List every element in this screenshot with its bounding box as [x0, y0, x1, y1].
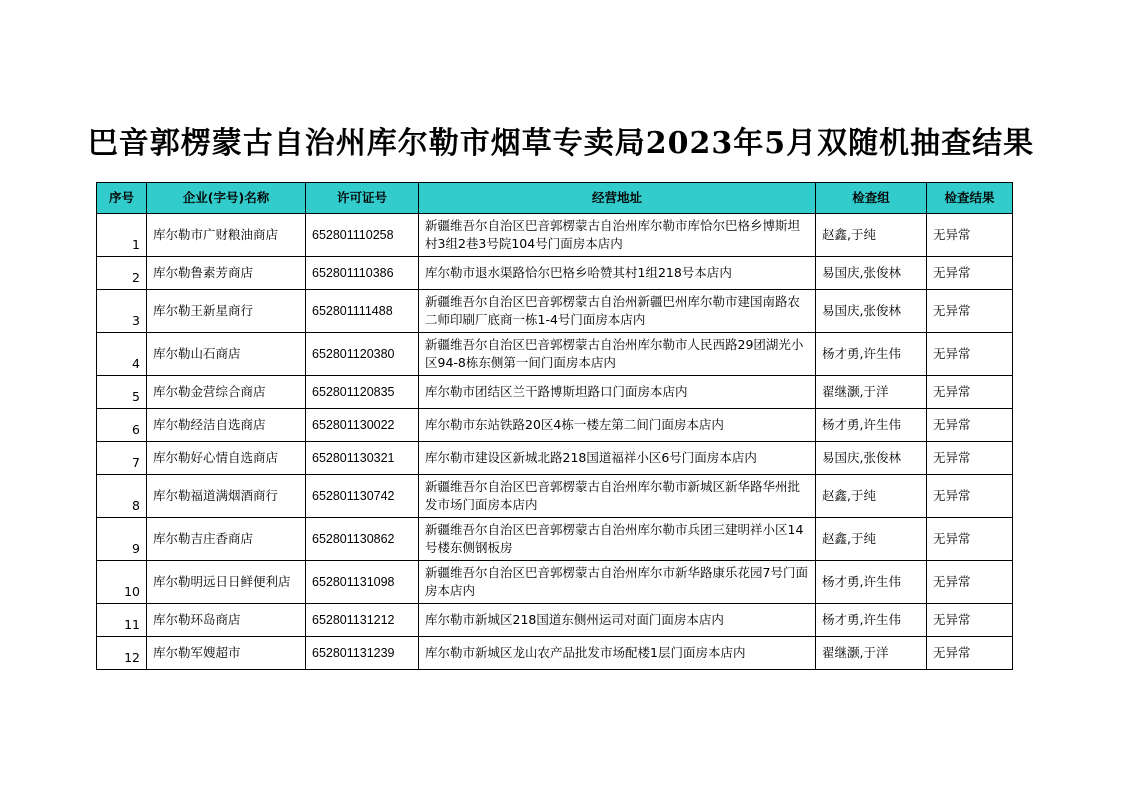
row-number: 11	[97, 604, 147, 637]
row-number: 2	[97, 257, 147, 290]
business-address: 库尔勒市建设区新城北路218国道福祥小区6号门面房本店内	[419, 442, 816, 475]
inspection-result: 无异常	[927, 604, 1013, 637]
row-number: 4	[97, 333, 147, 376]
inspection-result: 无异常	[927, 214, 1013, 257]
inspection-group: 杨才勇,许生伟	[816, 561, 927, 604]
table-row	[97, 518, 1013, 561]
row-number: 3	[97, 290, 147, 333]
business-address: 新疆维吾尔自治区巴音郭楞蒙古自治州库尔勒市库恰尔巴格乡博斯坦村3组2巷3号院104号门面房本店内	[419, 214, 816, 257]
inspection-group: 赵鑫,于纯	[816, 475, 927, 518]
inspection-result: 无异常	[927, 442, 1013, 475]
license-number: 652801130742	[306, 475, 419, 518]
license-number: 652801130321	[306, 442, 419, 475]
license-number: 652801131098	[306, 561, 419, 604]
enterprise-name: 库尔勒金营综合商店	[147, 376, 306, 409]
license-number: 652801130862	[306, 518, 419, 561]
business-address: 库尔勒市退水渠路恰尔巴格乡哈赞其村1组218号本店内	[419, 257, 816, 290]
inspection-result: 无异常	[927, 409, 1013, 442]
business-address: 新疆维吾尔自治区巴音郭楞蒙古自治州库尔勒市新城区新华路华州批发市场门面房本店内	[419, 475, 816, 518]
business-address: 新疆维吾尔自治区巴音郭楞蒙古自治州库尔勒市兵团三建明祥小区14号楼东侧钢板房	[419, 518, 816, 561]
table-row	[97, 561, 1013, 604]
inspection-result: 无异常	[927, 333, 1013, 376]
enterprise-name: 库尔勒鲁素芳商店	[147, 257, 306, 290]
table-row	[97, 290, 1013, 333]
header-cell: 检查结果	[927, 183, 1013, 214]
license-number: 652801120835	[306, 376, 419, 409]
inspection-result: 无异常	[927, 290, 1013, 333]
row-number: 7	[97, 442, 147, 475]
header-cell: 经营地址	[419, 183, 816, 214]
table-row	[97, 257, 1013, 290]
license-number: 652801110386	[306, 257, 419, 290]
table-row	[97, 475, 1013, 518]
enterprise-name: 库尔勒军嫂超市	[147, 637, 306, 670]
inspection-group: 易国庆,张俊林	[816, 257, 927, 290]
row-number: 5	[97, 376, 147, 409]
table-row	[97, 214, 1013, 257]
row-number: 1	[97, 214, 147, 257]
inspection-group: 易国庆,张俊林	[816, 442, 927, 475]
license-number: 652801131212	[306, 604, 419, 637]
business-address: 库尔勒市团结区兰干路博斯坦路口门面房本店内	[419, 376, 816, 409]
row-number: 10	[97, 561, 147, 604]
inspection-group: 杨才勇,许生伟	[816, 333, 927, 376]
table-header-row	[97, 183, 1013, 214]
inspection-group: 杨才勇,许生伟	[816, 409, 927, 442]
enterprise-name: 库尔勒经洁自选商店	[147, 409, 306, 442]
business-address: 新疆维吾尔自治区巴音郭楞蒙古自治州库尔勒市人民西路29团湖光小区94-8栋东侧第一间门面房本店内	[419, 333, 816, 376]
inspection-result: 无异常	[927, 561, 1013, 604]
header-cell: 许可证号	[306, 183, 419, 214]
table-row	[97, 442, 1013, 475]
results-table	[96, 182, 1013, 670]
row-number: 9	[97, 518, 147, 561]
inspection-group: 赵鑫,于纯	[816, 518, 927, 561]
table-row	[97, 604, 1013, 637]
inspection-group: 杨才勇,许生伟	[816, 604, 927, 637]
license-number: 652801110258	[306, 214, 419, 257]
business-address: 库尔勒市新城区龙山农产品批发市场配楼1层门面房本店内	[419, 637, 816, 670]
page-title: 巴音郭楞蒙古自治州库尔勒市烟草专卖局2023年5月双随机抽查结果	[87, 126, 1035, 161]
row-number: 6	[97, 409, 147, 442]
header-cell: 检查组	[816, 183, 927, 214]
table-row	[97, 637, 1013, 670]
header-cell: 序号	[97, 183, 147, 214]
inspection-result: 无异常	[927, 475, 1013, 518]
license-number: 652801130022	[306, 409, 419, 442]
inspection-group: 翟继灏,于洋	[816, 376, 927, 409]
enterprise-name: 库尔勒福道满烟酒商行	[147, 475, 306, 518]
enterprise-name: 库尔勒王新星商行	[147, 290, 306, 333]
business-address: 库尔勒市新城区218国道东侧州运司对面门面房本店内	[419, 604, 816, 637]
inspection-result: 无异常	[927, 376, 1013, 409]
enterprise-name: 库尔勒明远日日鲜便利店	[147, 561, 306, 604]
header-cell: 企业(字号)名称	[147, 183, 306, 214]
business-address: 新疆维吾尔自治区巴音郭楞蒙古自治州库尔市新华路康乐花园7号门面房本店内	[419, 561, 816, 604]
inspection-group: 易国庆,张俊林	[816, 290, 927, 333]
enterprise-name: 库尔勒吉庄香商店	[147, 518, 306, 561]
enterprise-name: 库尔勒山石商店	[147, 333, 306, 376]
license-number: 652801120380	[306, 333, 419, 376]
inspection-result: 无异常	[927, 257, 1013, 290]
inspection-result: 无异常	[927, 637, 1013, 670]
business-address: 库尔勒市东站铁路20区4栋一楼左第二间门面房本店内	[419, 409, 816, 442]
table-row	[97, 376, 1013, 409]
enterprise-name: 库尔勒环岛商店	[147, 604, 306, 637]
inspection-result: 无异常	[927, 518, 1013, 561]
enterprise-name: 库尔勒好心情自选商店	[147, 442, 306, 475]
license-number: 652801111488	[306, 290, 419, 333]
table-row	[97, 333, 1013, 376]
inspection-group: 翟继灏,于洋	[816, 637, 927, 670]
license-number: 652801131239	[306, 637, 419, 670]
row-number: 8	[97, 475, 147, 518]
table-row	[97, 409, 1013, 442]
enterprise-name: 库尔勒市广财粮油商店	[147, 214, 306, 257]
inspection-group: 赵鑫,于纯	[816, 214, 927, 257]
row-number: 12	[97, 637, 147, 670]
business-address: 新疆维吾尔自治区巴音郭楞蒙古自治州新疆巴州库尔勒市建国南路农二师印刷厂底商一栋1-4号门面房本店内	[419, 290, 816, 333]
